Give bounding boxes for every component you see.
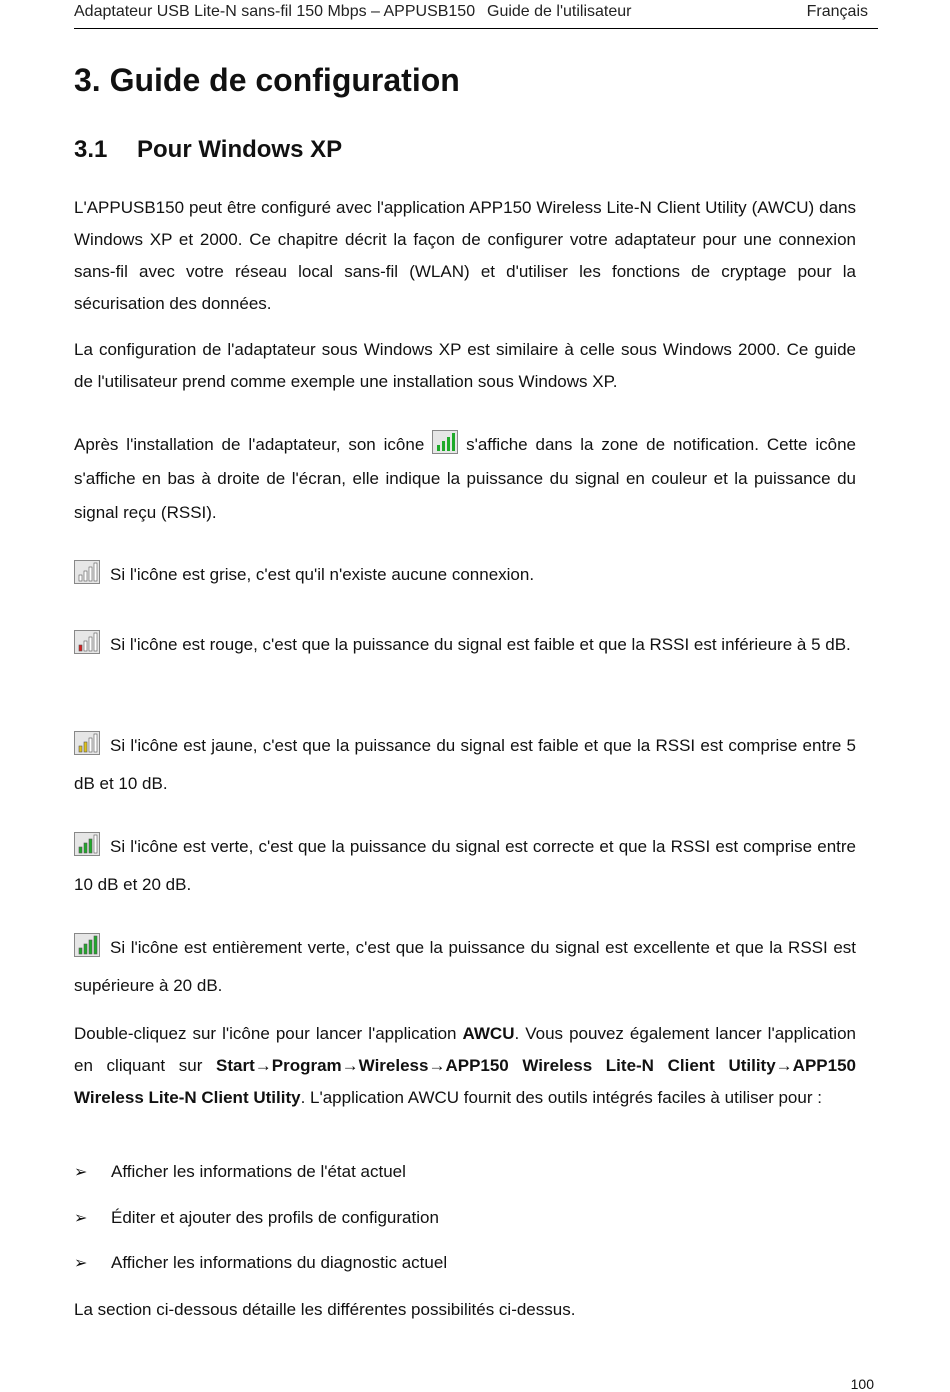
chapter-title: 3. Guide de configuration	[74, 62, 460, 98]
signal-red-icon	[74, 630, 100, 654]
icon-state-item	[74, 727, 856, 803]
bullet-arrow-icon: ➢	[74, 1210, 88, 1227]
section-title: Pour Windows XP	[137, 136, 343, 163]
icon-state-item	[74, 626, 856, 664]
icon-state-text: Si l'icône est verte, c'est que la puissance du signal est correcte et que la RSSI est comprise entre 10 dB et 20 dB.	[74, 837, 856, 894]
closing-paragraph: La section ci-dessous détaille les différentes possibilités ci-dessus.	[74, 1300, 576, 1319]
install-text-after-icon: s'affiche dans la zone de notification. Cette icône s'affiche en bas à droite de l'écran, elle indique la puissance du signal en couleur et la puissance du signal reçu (RSSI).	[74, 435, 856, 522]
signal-full-green-icon	[74, 933, 100, 957]
list-item: ➢ Éditer et ajouter des profils de configuration	[74, 1208, 439, 1227]
signal-tray-icon	[432, 430, 458, 454]
page-header	[74, 0, 878, 29]
icon-state-text: Si l'icône est grise, c'est qu'il n'existe aucune connexion.	[110, 565, 535, 584]
launch-text-3: . L'application AWCU fournit des outils intégrés faciles à utiliser pour :	[300, 1088, 822, 1107]
page-number: 100	[850, 1376, 874, 1392]
signal-green-icon	[74, 832, 100, 856]
bullet-arrow-icon: ➢	[74, 1164, 88, 1181]
signal-grey-icon	[74, 560, 100, 584]
header-guide-name: Guide de l'utilisateur	[487, 3, 632, 20]
launch-text-2: . Vous pouvez également lancer l'application en cliquant sur	[74, 1024, 856, 1075]
icon-state-text: Si l'icône est rouge, c'est que la puissance du signal est faible et que la RSSI est inférieure à 5 dB.	[110, 635, 851, 654]
section-heading	[74, 136, 856, 164]
icon-state-item	[74, 828, 856, 904]
menu-path: Start→Program→Wireless→APP150 Wireless Lite-N Client Utility→APP150 Wireless Lite-N Client Utility	[74, 1056, 856, 1107]
bullet-arrow-icon: ➢	[74, 1255, 88, 1272]
header-language: Français	[806, 3, 868, 20]
list-item: ➢ Afficher les informations de l'état actuel	[74, 1162, 406, 1181]
icon-state-text: Si l'icône est entièrement verte, c'est que la puissance du signal est excellente et que la RSSI est supérieure à 20 dB.	[74, 938, 856, 995]
section-number: 3.1	[74, 136, 108, 163]
header-product-name: Adaptateur USB Lite-N sans-fil 150 Mbps – APPUSB150	[74, 3, 476, 20]
app-name: AWCU	[462, 1024, 515, 1043]
icon-state-item	[74, 929, 856, 1005]
install-text-before-icon: Après l'installation de l'adaptateur, son icône	[74, 435, 425, 454]
install-paragraph	[74, 428, 856, 530]
launch-paragraph	[74, 1018, 856, 1114]
intro-paragraph: L'APPUSB150 peut être configuré avec l'application APP150 Wireless Lite-N Client Utility (AWCU) dans Windows XP et 2000. Ce chapitre décrit la façon de configurer votre adaptateur pour une connexion sans-fil avec votre réseau local sans-fil (WLAN) et d'utiliser les fonctions de cryptage pour la sécurisation des données.	[74, 198, 856, 313]
icon-state-text: Si l'icône est jaune, c'est que la puissance du signal est faible et que la RSSI est comprise entre 5 dB et 10 dB.	[74, 736, 856, 793]
icon-state-item	[74, 556, 856, 594]
launch-text-1: Double-cliquez sur l'icône pour lancer l'application	[74, 1024, 457, 1043]
signal-yellow-icon	[74, 731, 100, 755]
list-item: ➢ Afficher les informations du diagnostic actuel	[74, 1253, 448, 1272]
config-paragraph: La configuration de l'adaptateur sous Windows XP est similaire à celle sous Windows 2000. Ce guide de l'utilisateur prend comme exemple une installation sous Windows XP.	[74, 340, 856, 391]
feature-list	[74, 1162, 856, 1282]
